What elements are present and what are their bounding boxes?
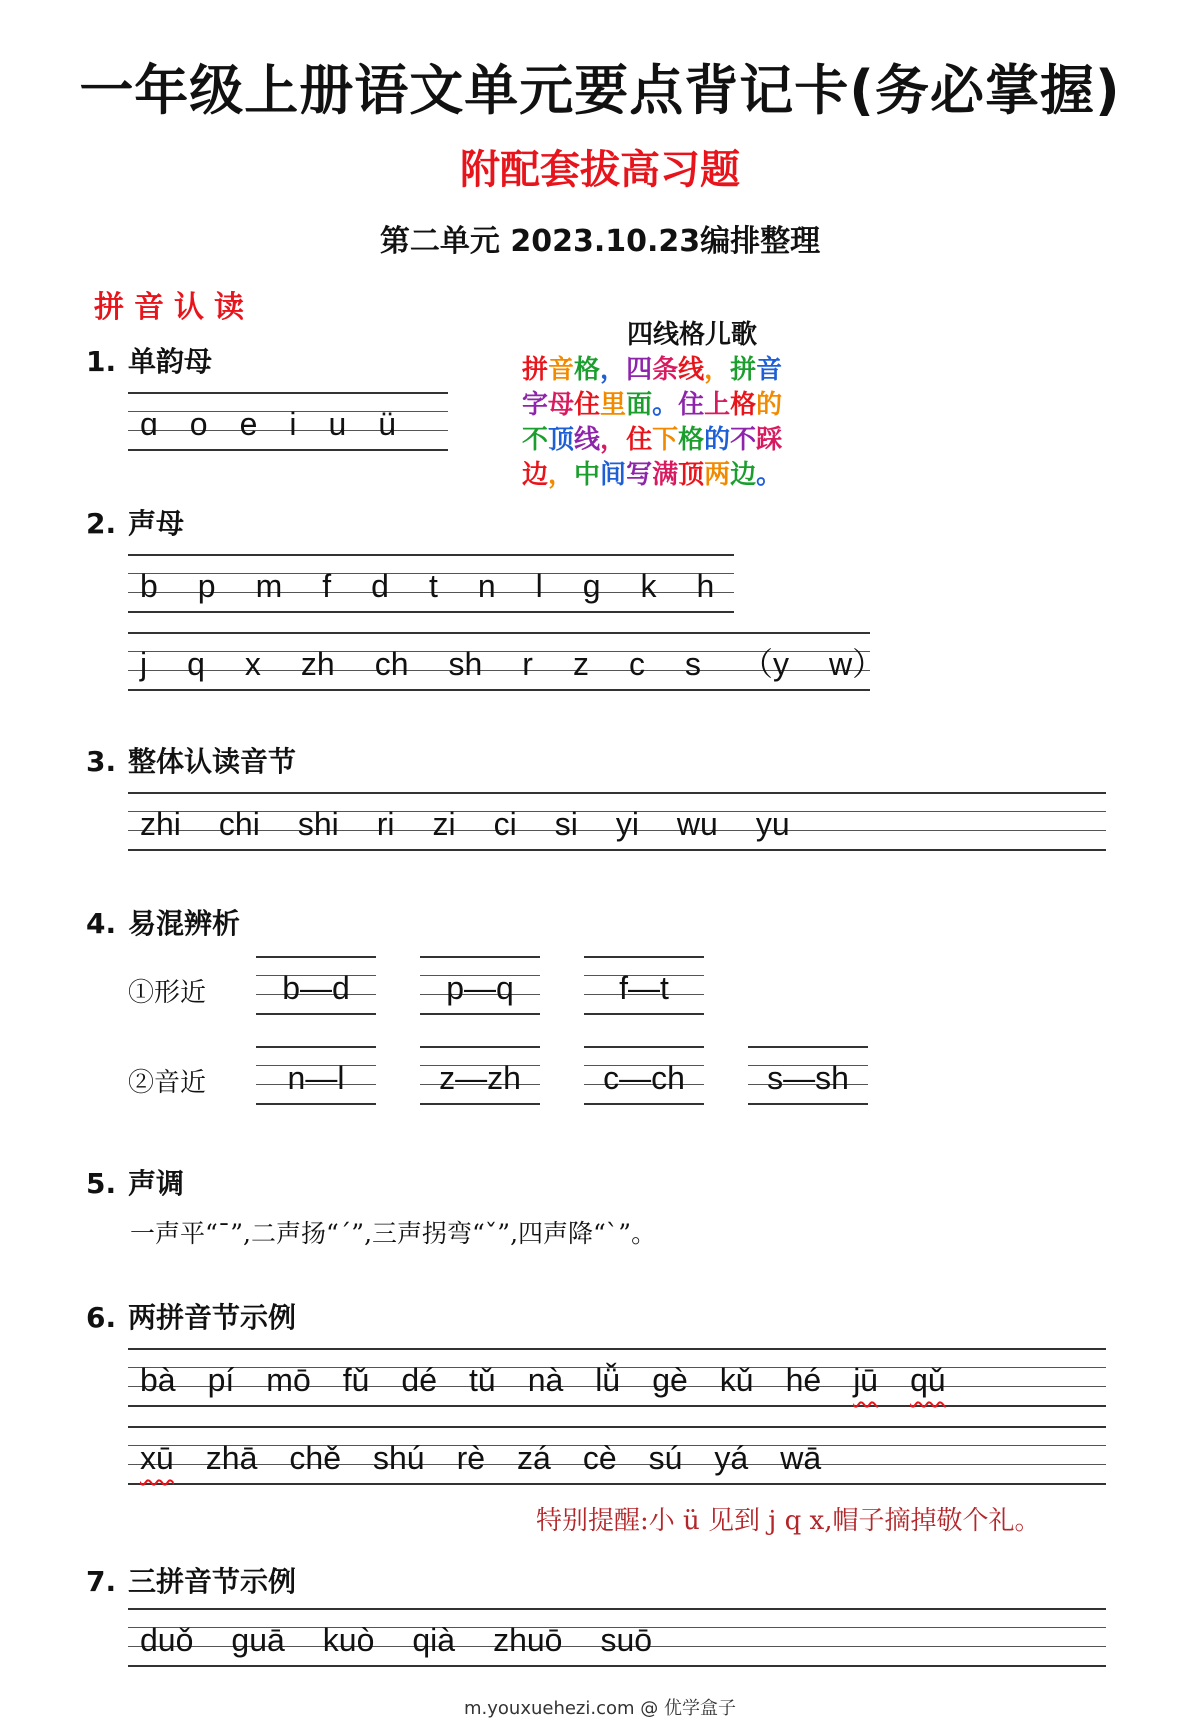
pair-text: c—ch <box>603 1060 685 1096</box>
four-line-grid-s3 <box>128 792 1106 850</box>
pinyin-syllable: sú <box>648 1440 683 1476</box>
pinyin-syllable: kuò <box>322 1622 375 1658</box>
pinyin-syllable: gè <box>652 1362 688 1398</box>
pinyin-syllable: chi <box>218 806 260 842</box>
section-title: 两拼音节示例 <box>128 1301 297 1334</box>
pinyin-syllable: pí <box>207 1362 235 1398</box>
pinyin-row <box>140 561 754 611</box>
pinyin-syllable: bà <box>140 1362 176 1398</box>
section-number: 4. <box>86 907 117 940</box>
pinyin-syllable: t <box>428 568 438 604</box>
pinyin-syllable: zhuō <box>493 1622 563 1658</box>
pinyin-syllable: r <box>522 646 533 682</box>
tone-rule-text: 一声平“ˉ”,二声扬“ˊ”,三声拐弯“ˇ”,四声降“ˋ”。 <box>130 1219 657 1248</box>
pair-grid <box>420 1046 540 1104</box>
pinyin-syllable: zh <box>300 646 335 682</box>
four-line-grid-s6a <box>128 1348 1106 1406</box>
poem-line: 边，中间写满顶两边。 <box>522 460 783 490</box>
pinyin-syllable: duǒ <box>140 1622 194 1658</box>
pinyin-syllable: o <box>189 406 208 442</box>
shape-similar-label: ①形近 <box>128 978 207 1008</box>
pinyin-syllable: lǚ <box>595 1362 621 1398</box>
section-number: 6. <box>86 1301 117 1334</box>
pinyin-syllable: c <box>628 646 645 682</box>
pinyin-syllable: fǔ <box>342 1362 370 1398</box>
pinyin-syllable: ü <box>378 406 397 442</box>
pinyin-syllable: yu <box>755 806 790 842</box>
pinyin-syllable: ch <box>374 646 409 682</box>
pinyin-syllable: q <box>187 646 205 682</box>
pair-grid <box>256 956 376 1014</box>
pinyin-syllable: g <box>582 568 601 604</box>
section-5-heading <box>86 1162 184 1202</box>
pinyin-syllable: ci <box>493 806 517 842</box>
pinyin-syllable: n <box>477 568 496 604</box>
pinyin-syllable: nà <box>527 1362 564 1398</box>
page-subtitle: 附配套拔高习题 <box>460 147 740 193</box>
pinyin-row <box>140 1433 853 1483</box>
four-line-grid-s2a <box>128 554 734 612</box>
pair-text: n—l <box>287 1060 345 1096</box>
pinyin-syllable: yi <box>615 806 639 842</box>
section-title: 三拼音节示例 <box>128 1565 297 1598</box>
pinyin-syllable: shi <box>297 806 339 842</box>
pinyin-syllable: guā <box>231 1622 285 1658</box>
pinyin-syllable: xū <box>140 1440 174 1476</box>
pinyin-syllable: zhā <box>205 1440 258 1476</box>
pinyin-syllable: zá <box>517 1440 551 1476</box>
pinyin-syllable: tǔ <box>469 1362 496 1398</box>
pinyin-syllable: sh <box>448 646 483 682</box>
section-3-heading <box>86 740 296 780</box>
pair-grid <box>584 956 704 1014</box>
part-heading: 拼音认读 <box>94 290 254 325</box>
pinyin-syllable: rè <box>456 1440 486 1476</box>
pinyin-syllable: zi <box>432 806 456 842</box>
pinyin-syllable: yá <box>714 1440 749 1476</box>
pair-text: b—d <box>282 970 350 1006</box>
poem-line: 字母住里面。住上格的 <box>522 390 783 420</box>
poem-line: 拼音格，四条线，拼音 <box>522 355 783 385</box>
unit-date-line: 第二单元 2023.10.23编排整理 <box>379 224 821 259</box>
pinyin-syllable: qià <box>412 1622 456 1658</box>
poem-line: 不顶线，住下格的不踩 <box>522 425 783 455</box>
pinyin-syllable: （y <box>740 646 789 682</box>
four-line-grid-s7 <box>128 1608 1106 1666</box>
section-title: 整体认读音节 <box>128 745 297 778</box>
pinyin-row <box>140 639 924 689</box>
pinyin-syllable: k <box>640 568 657 604</box>
section-number: 7. <box>86 1565 117 1598</box>
pair-text: p—q <box>446 970 514 1006</box>
pinyin-syllable: z <box>572 646 589 682</box>
section-number: 2. <box>86 507 117 540</box>
pair-text: f—t <box>619 970 669 1006</box>
pinyin-syllable: mō <box>266 1362 311 1398</box>
pinyin-syllable: l <box>535 568 543 604</box>
pinyin-syllable: e <box>239 406 258 442</box>
poem-title: 四线格儿歌 <box>626 320 757 350</box>
pinyin-syllable: p <box>197 568 216 604</box>
pinyin-syllable: wu <box>676 806 718 842</box>
pair-text: z—zh <box>439 1060 521 1096</box>
pinyin-syllable: s <box>684 646 701 682</box>
pinyin-syllable: shú <box>372 1440 425 1476</box>
pair-grid <box>748 1046 868 1104</box>
four-line-grid-s1 <box>128 392 448 450</box>
pair-text: s—sh <box>767 1060 849 1096</box>
pinyin-syllable: zhi <box>140 806 181 842</box>
pinyin-row <box>140 1615 690 1665</box>
four-line-grid-s2b <box>128 632 885 690</box>
four-line-grid-s6b <box>128 1426 1106 1484</box>
pinyin-syllable: ɑ <box>140 406 158 442</box>
pinyin-syllable: h <box>696 568 715 604</box>
section-title: 单韵母 <box>128 345 213 378</box>
section-1-heading <box>86 340 212 380</box>
section-number: 5. <box>86 1167 117 1200</box>
section-number: 3. <box>86 745 117 778</box>
pinyin-row <box>140 799 828 849</box>
pair-grid <box>584 1046 704 1104</box>
pinyin-syllable: x <box>244 646 261 682</box>
pinyin-syllable: si <box>554 806 578 842</box>
pair-grid <box>420 956 540 1014</box>
pinyin-syllable: u <box>328 406 347 442</box>
section-title: 声母 <box>128 507 185 540</box>
pinyin-row <box>140 1355 978 1405</box>
section-7-heading <box>86 1560 296 1600</box>
pinyin-syllable: m <box>255 568 283 604</box>
pinyin-syllable: d <box>371 568 389 604</box>
pinyin-syllable: chě <box>289 1440 341 1476</box>
pinyin-syllable: jū <box>853 1362 879 1398</box>
section-title: 声调 <box>128 1167 185 1200</box>
pinyin-syllable: suō <box>600 1622 653 1658</box>
footer-watermark: m.youxuehezi.com @ 优学盒子 <box>463 1698 736 1719</box>
poem-box <box>522 318 862 493</box>
pinyin-syllable: b <box>140 568 158 604</box>
pinyin-syllable: hé <box>785 1362 822 1398</box>
section-number: 1. <box>86 345 117 378</box>
pair-grid <box>256 1046 376 1104</box>
pinyin-syllable: i <box>289 406 297 442</box>
section-4-heading <box>86 902 240 942</box>
pinyin-syllable: kǔ <box>719 1362 754 1398</box>
section-title: 易混辨析 <box>128 907 241 940</box>
pinyin-syllable: cè <box>582 1440 617 1476</box>
pinyin-row <box>140 399 428 449</box>
pinyin-syllable: qǔ <box>910 1362 946 1398</box>
pinyin-syllable: j <box>140 646 148 682</box>
section-6-heading <box>86 1296 296 1336</box>
pinyin-syllable: dé <box>401 1362 438 1398</box>
page-title: 一年级上册语文单元要点背记卡(务必掌握) <box>79 59 1121 122</box>
pinyin-syllable: wā <box>780 1440 822 1476</box>
pinyin-syllable: f <box>322 568 332 604</box>
section-2-heading <box>86 502 184 542</box>
pinyin-syllable: w） <box>828 646 885 682</box>
sound-similar-label: ②音近 <box>128 1068 207 1098</box>
pinyin-syllable: ri <box>376 806 395 842</box>
special-reminder: 特别提醒:小 ü 见到 j q x,帽子摘掉敬个礼。 <box>536 1506 1041 1536</box>
